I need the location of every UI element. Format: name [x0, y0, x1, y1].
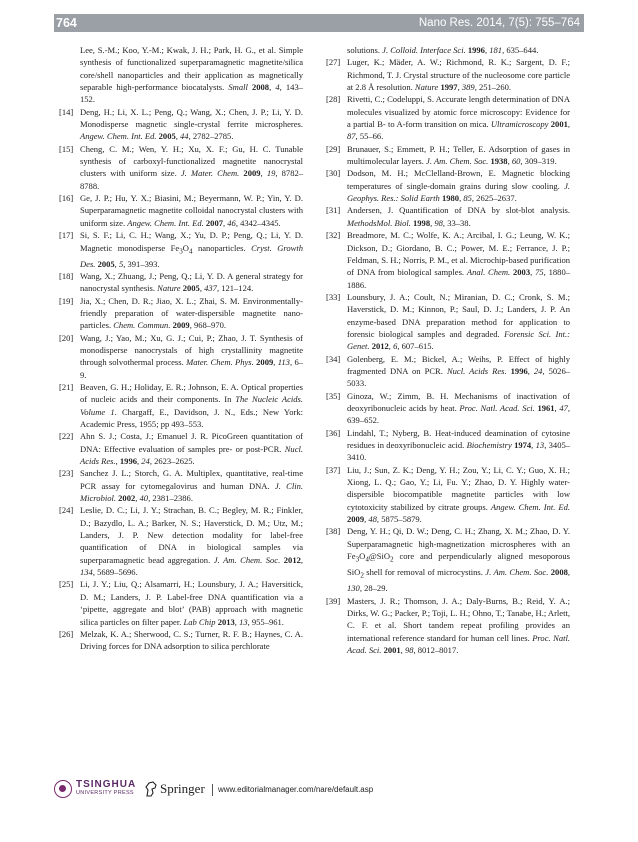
reference-entry — [59, 143, 303, 192]
reference-entry — [326, 390, 570, 427]
reference-text: Deng, Y. H.; Qi, D. W.; Deng, C. H.; Zhang, X. M.; Zhao, D. Y. Superparamagnetic high-magnetization microspheres with an $Fe_3O_4@SiO_2$ core and perpendicularly aligned mesoporous SiO$_2$ shell for removal of microcystins. J. Am. Chem. Soc. 2008, 130, 28–29. — [347, 526, 570, 594]
reference-number: [28] — [326, 94, 341, 105]
reference-entry — [326, 525, 570, 594]
reference-entry — [59, 467, 303, 504]
editorial-manager-url[interactable]: www.editorialmanager.com/nare/default.asp — [218, 785, 374, 794]
reference-text: Deng, H.; Li, X. L.; Peng, Q.; Wang, X.; Chen, J. P.; Li, Y. D. Monodisperse magnetic single-crystal ferrite microspheres. Angew. Chem. Int. Ed. 2005, 44, 2782–2785. — [80, 106, 303, 142]
page-footer — [54, 778, 584, 802]
page-header — [54, 14, 584, 32]
reference-text: Lee, S.-M.; Koo, Y.-M.; Kwak, J. H.; Park, H. G., et al. Simple synthesis of functionalized superparamagnetic magnetite/silica core/shell nanoparticles and their application as magnetically separable high-performance biocatalysts. Small 2008, 4, 143–152. — [80, 45, 304, 105]
reference-entry — [326, 291, 570, 353]
reference-number: [25] — [59, 579, 74, 590]
springer-horse-icon — [144, 781, 158, 797]
reference-entry — [59, 229, 303, 270]
tsinghua-logo-text: TSINGHUA — [76, 779, 137, 790]
reference-text: Andersen, J. Quantification of DNA by slot-blot analysis. MethodsMol. Biol. 1998, 98, 33–38. — [347, 205, 570, 228]
reference-number: [21] — [59, 381, 74, 392]
reference-text: Rivetti, C.; Codeluppi, S. Accurate length determination of DNA molecules visualized by atomic force microscopy: Evidence for a partial B- to A-form transition on mica. Ultramicroscopy 2001, 87, 55–66. — [347, 94, 570, 142]
reference-number: [30] — [326, 168, 341, 179]
reference-number: [17] — [59, 230, 74, 241]
references-left-column — [59, 44, 303, 653]
reference-entry — [59, 44, 303, 106]
reference-text: Cheng, C. M.; Wen, Y. H.; Xu, X. F.; Gu, H. C. Tunable synthesis of carboxyl-functionalized magnetite nanocrystal clusters with uniform size. J. Mater. Chem. 2009, 19, 8782–8788. — [80, 143, 304, 191]
reference-text: Jia, X.; Chen, D. R.; Jiao, X. L.; Zhai, S. M. Environmentally-friendly preparation of water-dispersible magnetite nano-particles. Chem. Commun. 2009, 968–970. — [80, 295, 303, 331]
reference-entry — [326, 353, 570, 390]
reference-text: Ginoza, W.; Zimm, B. H. Mechanisms of inactivation of deoxyribonucleic acids by heat. Proc. Natl. Acad. Sci. 1961, 47, 639–652. — [347, 390, 571, 426]
reference-number: [19] — [59, 295, 74, 306]
reference-entry — [326, 229, 570, 291]
reference-number: [29] — [326, 143, 341, 154]
reference-number: [36] — [326, 427, 341, 438]
reference-text: Luger, K.; Mäder, A. W.; Richmond, R. K.; Sargent, D. F.; Richmond, T. J. Crystal structure of the nucleosome core particle at 2.8 Å resolution. Nature 1997, 389, 251–260. — [347, 57, 570, 93]
reference-number: [15] — [59, 143, 74, 154]
reference-text: solutions. J. Colloid. Interface Sci. 1996, 181, 635–644. — [347, 45, 539, 55]
reference-number: [39] — [326, 595, 341, 606]
reference-entry — [326, 44, 570, 56]
reference-text: Breadmore, M. C.; Wolfe, K. A.; Arcibal, I. G.; Leung, W. K.; Dickson, D.; Giordano, B. C.; Power, M. E.; Ferrance, J. P.; Feldman, S. H.; Norris, P. M., et al. Microchip-based purification of DNA from biological samples. Anal. Chem. 2003, 75, 1880–1886. — [347, 230, 570, 290]
reference-entry — [326, 143, 570, 168]
springer-logo-text: Springer — [160, 781, 205, 796]
reference-entry — [59, 332, 303, 381]
reference-entry — [326, 93, 570, 142]
reference-entry — [326, 167, 570, 204]
reference-entry — [59, 381, 303, 430]
reference-entry — [326, 595, 570, 657]
university-press-text: UNIVERSITY PRESS — [76, 790, 134, 796]
journal-citation: Nano Res. 2014, 7(5): 755–764 — [418, 17, 580, 29]
reference-number: [37] — [326, 464, 341, 475]
reference-entry — [326, 204, 570, 229]
reference-text: Leslie, D. C.; Li, J. Y.; Strachan, B. C.; Begley, M. R.; Finkler, D.; Bazydlo, L. A.; Barker, N. S.; Haverstick, D. M.; Utz, M.; Landers, J. P. New detection modality for label-free quantification of DNA in biological samples via superparamagnetic bead aggregation. J. Am. Chem. Soc. 2012, 134, 5689–5696. — [80, 505, 304, 578]
references-right-column — [326, 44, 570, 656]
reference-text: Si, S. F.; Li, C. H.; Wang, X.; Yu, D. P.; Peng, Q.; Li, Y. D. Magnetic monodisperse $Fe_3O_4$ nanoparticles. Cryst. Growth Des. 2005, 5, 391–393. — [80, 230, 303, 269]
reference-text: Beaven, G. H.; Holiday, E. R.; Johnson, E. A. Optical properties of nucleic acids and their components. In The Nucleic Acids. Volume 1. Chargaff, E., Davidson, J. N., Eds.; New York: Academic Press, 1955; pp 493–553. — [80, 381, 303, 430]
reference-text: Masters, J. R.; Thomson, J. A.; Daly-Burns, B.; Reid, Y. A.; Dirks, W. G.; Packer, P.; Toji, L. H.; Ohno, T.; Tanabe, H.; Arlett, C. F. et al. Short tandem repeat profiling provides an international reference standard for human cell lines. Proc. Natl. Acad. Sci. 2001, 98, 8012–8017. — [347, 595, 570, 655]
reference-entry — [59, 192, 303, 229]
reference-number: [33] — [326, 291, 341, 302]
reference-text: Brunauer, S.; Emmett, P. H.; Teller, E. Adsorption of gases in multimolecular layers. J. Am. Chem. Soc. 1938, 60, 309–319. — [347, 143, 570, 167]
reference-text: Wang, J.; Yao, M.; Xu, G. J.; Cui, P.; Zhao, J. T. Synthesis of monodisperse nanocrystals of high crystallinity magnetite through solvothermal process. Mater. Chem. Phys. 2009, 113, 6–9. — [80, 332, 303, 380]
reference-entry — [59, 504, 303, 578]
reference-number: [24] — [59, 505, 74, 516]
reference-text: Lindahl, T.; Nyberg, B. Heat-induced deamination of cytosine residues in deoxyribonucleic acid. Biochemistry 1974, 13, 3405–3410. — [347, 427, 571, 463]
reference-number: [34] — [326, 353, 341, 364]
reference-number: [26] — [59, 628, 74, 639]
reference-text: Wang, X.; Zhuang, J.; Peng, Q.; Li, Y. D. A general strategy for nanocrystal synthesis. Nature 2005, 437, 121–124. — [80, 270, 303, 294]
reference-number: [18] — [59, 270, 74, 281]
reference-number: [32] — [326, 230, 341, 241]
reference-number: [16] — [59, 193, 74, 204]
reference-text: Liu, J.; Sun, Z. K.; Deng, Y. H.; Zou, Y.; Li, C. Y.; Guo, X. H.; Xiong, L. Q.; Gao, Y.; Li, Fu. Y.; Zhao, D. Y. Highly water-dispersible biocompatible magnetite particles with low cytotoxicity stabilized by citrate groups. Angew. Chem. Int. Ed. 2009, 48, 5875–5879. — [347, 464, 570, 525]
reference-number: [27] — [326, 57, 341, 68]
reference-entry — [59, 295, 303, 332]
reference-number: [14] — [59, 106, 74, 117]
tsinghua-seal-icon — [54, 780, 72, 798]
reference-entry — [59, 430, 303, 467]
reference-text: Ahn S. J.; Costa, J.; Emanuel J. R. PicoGreen quantitation of DNA: Effective evaluation of samples pre- or post-PCR. Nucl. Acids Res., 1996, 24, 2623–2625. — [80, 431, 303, 467]
reference-entry — [326, 427, 570, 464]
reference-number: [31] — [326, 205, 341, 216]
reference-text: Sanchez J. L.; Storch, G. A. Multiplex, quantitative, real-time PCR assay for cytomegalovirus and human DNA. J. Clin. Microbiol. 2002, 40, 2381–2386. — [80, 468, 303, 504]
page-number: 764 — [56, 16, 77, 30]
reference-text: Melzak, K. A.; Sherwood, C. S.; Turner, R. F. B.; Haynes, C. A. Driving forces for DNA adsorption to silica perchlorate — [80, 628, 303, 652]
reference-entry — [326, 56, 570, 93]
reference-number: [38] — [326, 526, 341, 537]
reference-number: [23] — [59, 468, 74, 479]
reference-entry — [326, 464, 570, 526]
reference-number: [20] — [59, 332, 74, 343]
reference-text: Golenberg, E. M.; Bickel, A.; Weihs, P. Effect of highly fragmented DNA on PCR. Nucl. Acids Res. 1996, 24, 5026–5033. — [347, 353, 570, 389]
reference-entry — [59, 578, 303, 627]
reference-entry — [59, 106, 303, 143]
reference-text: Dodson, M. H.; McClelland-Brown, E. Magnetic blocking temperatures of single-domain grains during slow cooling. J. Geophys. Res.: Solid Earth 1980, 85, 2625–2637. — [347, 168, 570, 204]
reference-text: Li, J. Y.; Liu, Q.; Alsamarri, H.; Lounsbury, J. A.; Haversitick, D. M.; Landers, J. P. Label-free DNA quantification via a ‘pipette, aggregate and blot’ (PAB) approach with magnetic silica particles on filter paper. Lab Chip 2013, 13, 955–961. — [80, 579, 303, 627]
reference-entry — [59, 628, 303, 653]
reference-text: Lounsbury, J. A.; Coult, N.; Miranian, D. C.; Cronk, S. M.; Haverstick, D. M.; Kinnon, P.; Saul, D. J.; Landers, J. P. An enzyme-based DNA preparation method for application to forensic biological samples and degraded. Forensic Sci. Int.: Genet. 2012, 6, 607–615. — [347, 291, 570, 352]
reference-entry — [59, 270, 303, 295]
footer-divider — [212, 784, 213, 796]
reference-text: Ge, J. P.; Hu, Y. X.; Biasini, M.; Beyermann, W. P.; Yin, Y. D. Superparamagnetic magnetite colloidal nanocrystal clusters with uniform size. Angew. Chem. Int. Ed. 2007, 46, 4342–4345. — [80, 193, 303, 228]
reference-number: [35] — [326, 390, 341, 401]
reference-number: [22] — [59, 431, 74, 442]
